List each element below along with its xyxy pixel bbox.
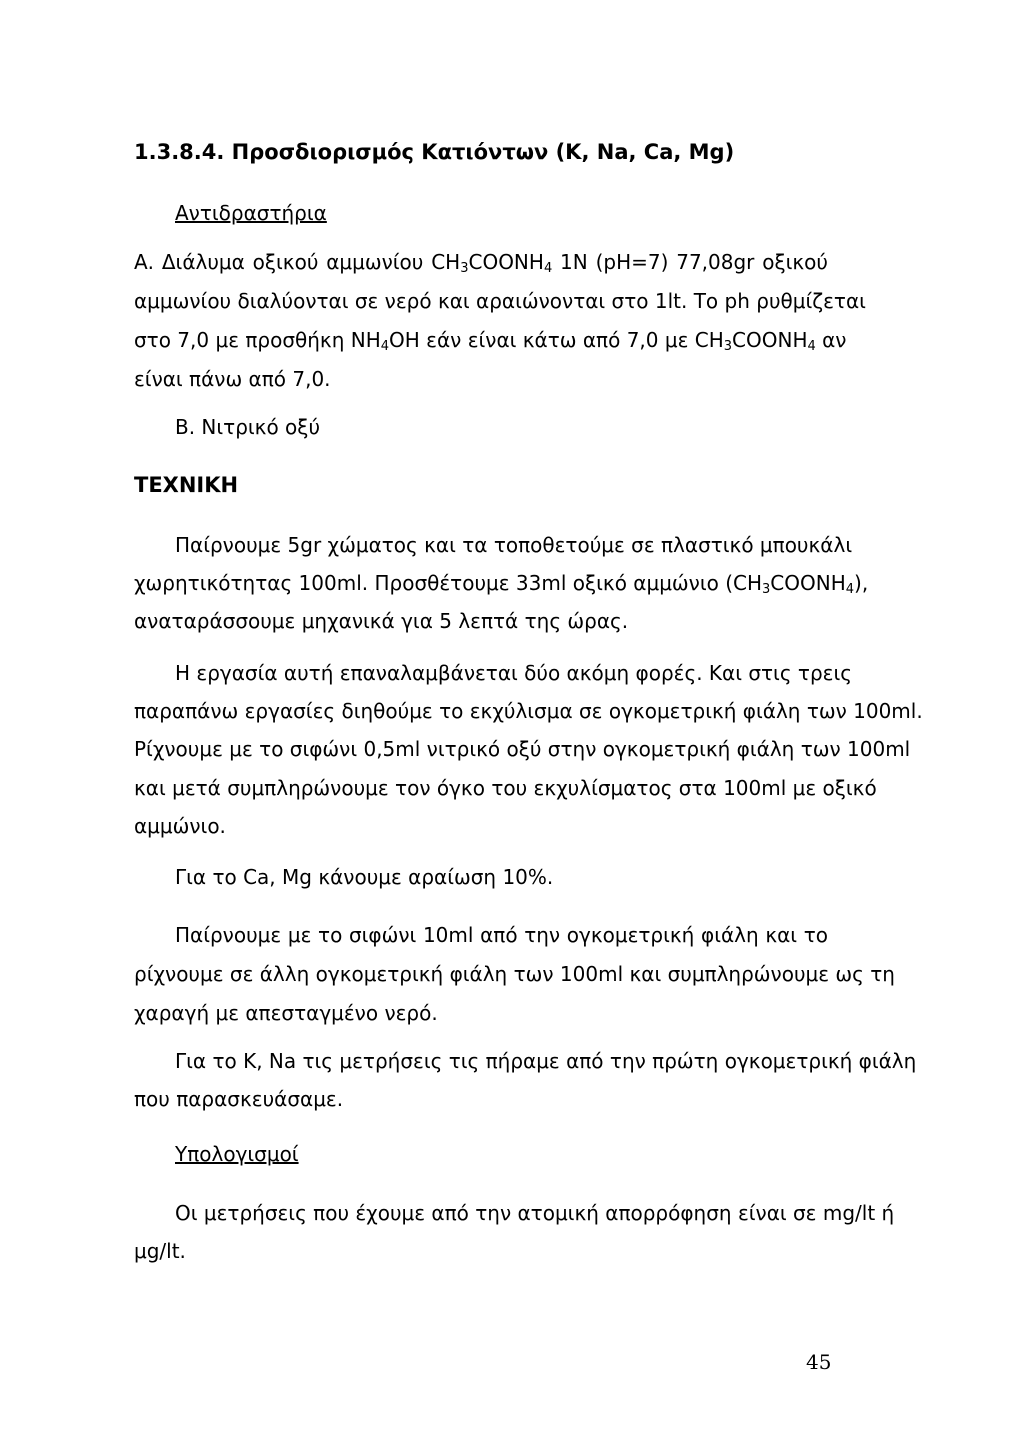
reagent-a-line-3: στο 7,0 με προσθήκη $NH_4OH$ εάν είναι κάτω από 7,0 με $CH_3COONH_4$ αν: [134, 328, 847, 354]
paragraph-2-line-2: παραπάνω εργασίες διηθούμε το εκχύλισμα σε ογκομετρική φιάλη των 100ml.: [134, 699, 923, 723]
calculations-title: Υπολογισμοί: [175, 1142, 299, 1166]
paragraph-2-line-3: Ρίχνουμε με το σιφώνι 0,5ml νιτρικό οξύ στην ογκομετρική φιάλη των 100ml: [134, 737, 911, 761]
paragraph-2-line-4: και μετά συμπληρώνουμε τον όγκο του εκχυλίσματος στα 100ml με οξικό: [134, 776, 877, 800]
paragraph-4-line-3: χαραγή με απεσταγμένο νερό.: [134, 1001, 438, 1025]
reagents-title: Αντιδραστήρια: [175, 201, 327, 225]
paragraph-1-line-2: χωρητικότητας 100ml. Προσθέτουμε 33ml οξικό αμμώνιο $(CH_3COONH_4)$,: [134, 571, 869, 597]
paragraph-6-line-1: Οι μετρήσεις που έχουμε από την ατομική απορρόφηση είναι σε mg/lt ή: [175, 1201, 895, 1225]
paragraph-6-line-2: μg/lt.: [134, 1239, 186, 1263]
paragraph-4-line-1: Παίρνουμε με το σιφώνι 10ml από την ογκομετρική φιάλη και το: [175, 923, 828, 947]
reagent-a-line-4: είναι πάνω από 7,0.: [134, 367, 331, 391]
paragraph-2-line-1: Η εργασία αυτή επαναλαμβάνεται δύο ακόμη φορές. Και στις τρεις: [175, 661, 852, 685]
paragraph-5-line-1: Για το K, Na τις μετρήσεις τις πήραμε από την πρώτη ογκομετρική φιάλη: [175, 1049, 917, 1073]
page-number: 45: [806, 1350, 832, 1374]
reagent-a-line-2: αμμωνίου διαλύονται σε νερό και αραιώνονται στο 1lt. Το ph ρυθμίζεται: [134, 289, 866, 313]
paragraph-1-line-1: Παίρνουμε 5gr χώματος και τα τοποθετούμε σε πλαστικό μπουκάλι: [175, 533, 853, 557]
paragraph-2-line-5: αμμώνιο.: [134, 814, 226, 838]
section-heading: 1.3.8.4. Προσδιορισμός Κατιόντων (K, Na, Ca, Mg): [134, 140, 735, 164]
technique-title: ΤΕΧΝΙΚΗ: [134, 473, 239, 497]
paragraph-4-line-2: ρίχνουμε σε άλλη ογκομετρική φιάλη των 100ml και συμπληρώνουμε ως τη: [134, 962, 895, 986]
reagent-b: Β. Νιτρικό οξύ: [175, 415, 321, 439]
paragraph-1-line-3: αναταράσσουμε μηχανικά για 5 λεπτά της ώρας.: [134, 609, 629, 633]
reagent-a-line-1: Α. Διάλυμα οξικού αμμωνίου $CH_3COONH_4$ 1N (pH=7) 77,08gr οξικού: [134, 250, 828, 276]
paragraph-5-line-2: που παρασκευάσαμε.: [134, 1087, 344, 1111]
paragraph-3: Για το Ca, Mg κάνουμε αραίωση 10%.: [175, 865, 554, 889]
